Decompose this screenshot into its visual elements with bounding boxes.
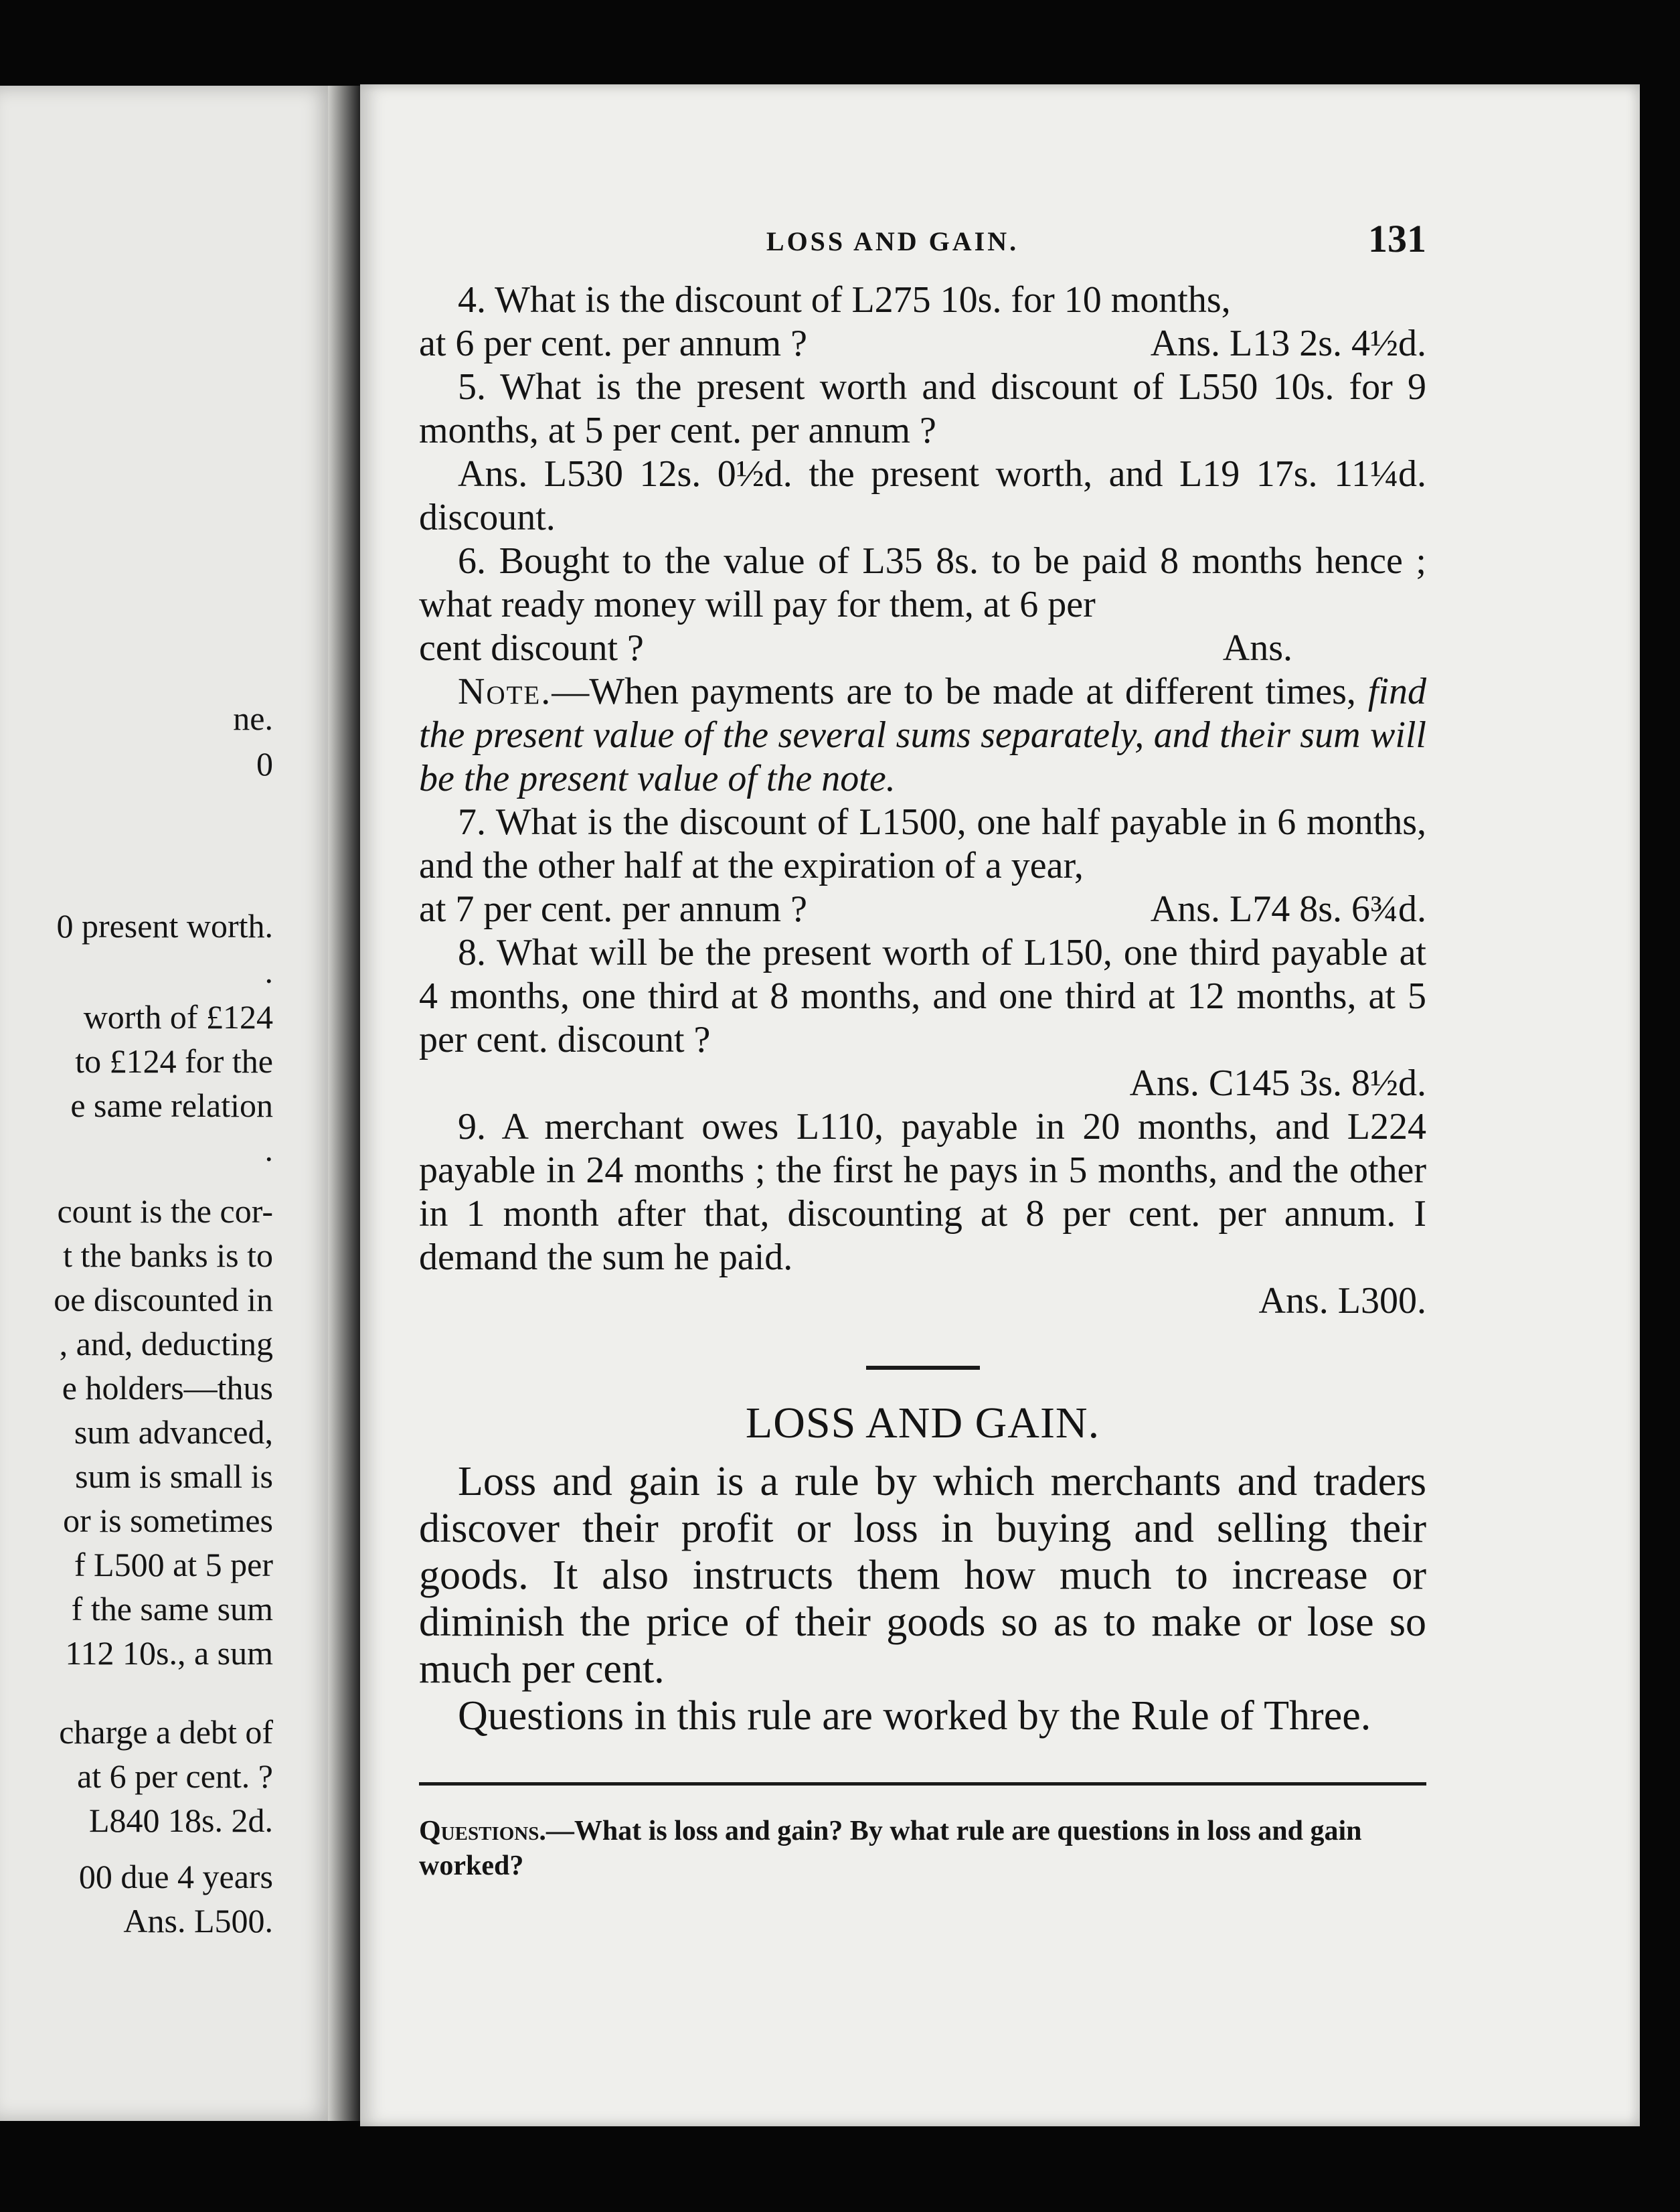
problem-7-answer: Ans. L74 8s. 6¾d.	[1150, 888, 1426, 930]
left-page-line: 0	[256, 745, 273, 783]
problem-8-answer: Ans. C145 3s. 8½d.	[1129, 1062, 1426, 1104]
left-page-line: f the same sum	[71, 1590, 273, 1628]
problem-6-last-line	[419, 627, 1426, 670]
problem-4-answer: Ans. L13 2s. 4½d.	[1150, 323, 1426, 364]
section-title: LOSS AND GAIN.	[745, 1399, 1100, 1447]
section-divider	[866, 1366, 980, 1370]
left-page-line: worth of £124	[83, 998, 273, 1036]
problem-6-text: 6. Bought to the value of L35 8s. to be paid 8 months hence ; what ready money will pay for them, at 6 per	[419, 540, 1426, 625]
left-page-line: f L500 at 5 per	[74, 1546, 273, 1583]
left-page	[0, 86, 335, 2121]
problem-7-last-line	[419, 888, 1426, 931]
left-page-line: sum is small is	[75, 1457, 273, 1495]
questions-text: —What is loss and gain? By what rule are questions in loss and gain worked?	[419, 1816, 1362, 1881]
problem-4-text-end: at 6 per cent. per annum ?	[419, 323, 807, 364]
questions-label: Questions.	[419, 1816, 546, 1846]
left-page-line: sum advanced,	[74, 1413, 273, 1451]
left-page-line: at 6 per cent. ?	[77, 1757, 273, 1795]
left-page-line: 0 present worth.	[56, 907, 273, 945]
left-page-line: .	[264, 1131, 273, 1168]
left-page-line: Ans. L500.	[123, 1902, 273, 1940]
left-page-line: count is the cor-	[57, 1192, 273, 1230]
left-page-line: 112 10s., a sum	[65, 1634, 273, 1672]
page-header	[419, 218, 1426, 279]
note-label: Note.	[458, 671, 552, 712]
left-page-line: e same relation	[70, 1087, 273, 1124]
left-page-line: L840 18s. 2d.	[89, 1802, 273, 1839]
book-gutter	[328, 86, 361, 2121]
section-paragraph-2: Questions in this rule are worked by the Rule of Three.	[458, 1693, 1371, 1739]
left-page-line: 00 due 4 years	[78, 1858, 273, 1895]
left-page-line: ne.	[233, 700, 273, 737]
left-page-line: .	[264, 953, 273, 990]
left-page-line: to £124 for the	[75, 1042, 273, 1080]
problem-4-line1: 4. What is the discount of L275 10s. for 10 months,	[458, 279, 1231, 321]
problem-6-text-end: cent discount ?	[419, 627, 644, 669]
problem-5-text: 5. What is the present worth and discount of L550 10s. for 9 months, at 5 per cent. per annum ?	[419, 366, 1426, 451]
problem-6-answer: Ans.	[1222, 627, 1292, 669]
running-title: LOSS AND GAIN.	[766, 226, 1019, 256]
left-page-line: oe discounted in	[54, 1281, 273, 1318]
problem-5-answer: Ans. L530 12s. 0½d. the present worth, and L19 17s. 11¼d. discount.	[419, 453, 1426, 538]
problem-9-answer: Ans. L300.	[1258, 1280, 1426, 1322]
problem-7-text: 7. What is the discount of L1500, one half payable in 6 months, and the other half at the expiration of a year,	[419, 801, 1426, 886]
problem-8-text: 8. What will be the present worth of L150, one third payable at 4 months, one third at 8 months, and one third at 12 months, at 5 per cent. discount ?	[419, 932, 1426, 1060]
right-page	[360, 84, 1640, 2126]
note-text: —When payments are to be made at different times,	[552, 671, 1356, 712]
left-page-line: or is sometimes	[63, 1502, 273, 1539]
footnote-rule	[419, 1782, 1426, 1786]
problem-7-text-end: at 7 per cent. per annum ?	[419, 888, 807, 930]
note-paragraph	[419, 670, 1426, 801]
page-number: 131	[1368, 217, 1426, 260]
page-content	[419, 218, 1426, 1911]
left-page-line: e holders—thus	[62, 1369, 273, 1407]
problem-9-text: 9. A merchant owes L110, payable in 20 months, and L224 payable in 24 months ; the first he pays in 5 months, and the other in 1 month after that, discounting at 8 per cent. per annum. I demand the sum he paid.	[419, 1106, 1426, 1278]
problem-4-line2	[419, 322, 1426, 366]
section-paragraph-1: Loss and gain is a rule by which merchants and traders discover their profit or loss in buying and selling their goods. It also instructs them how much to increase or diminish the price of their goods so as to make or lose so much per cent.	[419, 1459, 1426, 1692]
left-page-line: t the banks is to	[63, 1237, 273, 1274]
review-questions	[419, 1814, 1426, 1883]
left-page-line: charge a debt of	[59, 1713, 273, 1751]
note-italic-text: find the present value of the several sums separately, and their sum will be the present value of the note.	[419, 671, 1427, 799]
left-page-line: , and, deducting	[59, 1325, 273, 1362]
